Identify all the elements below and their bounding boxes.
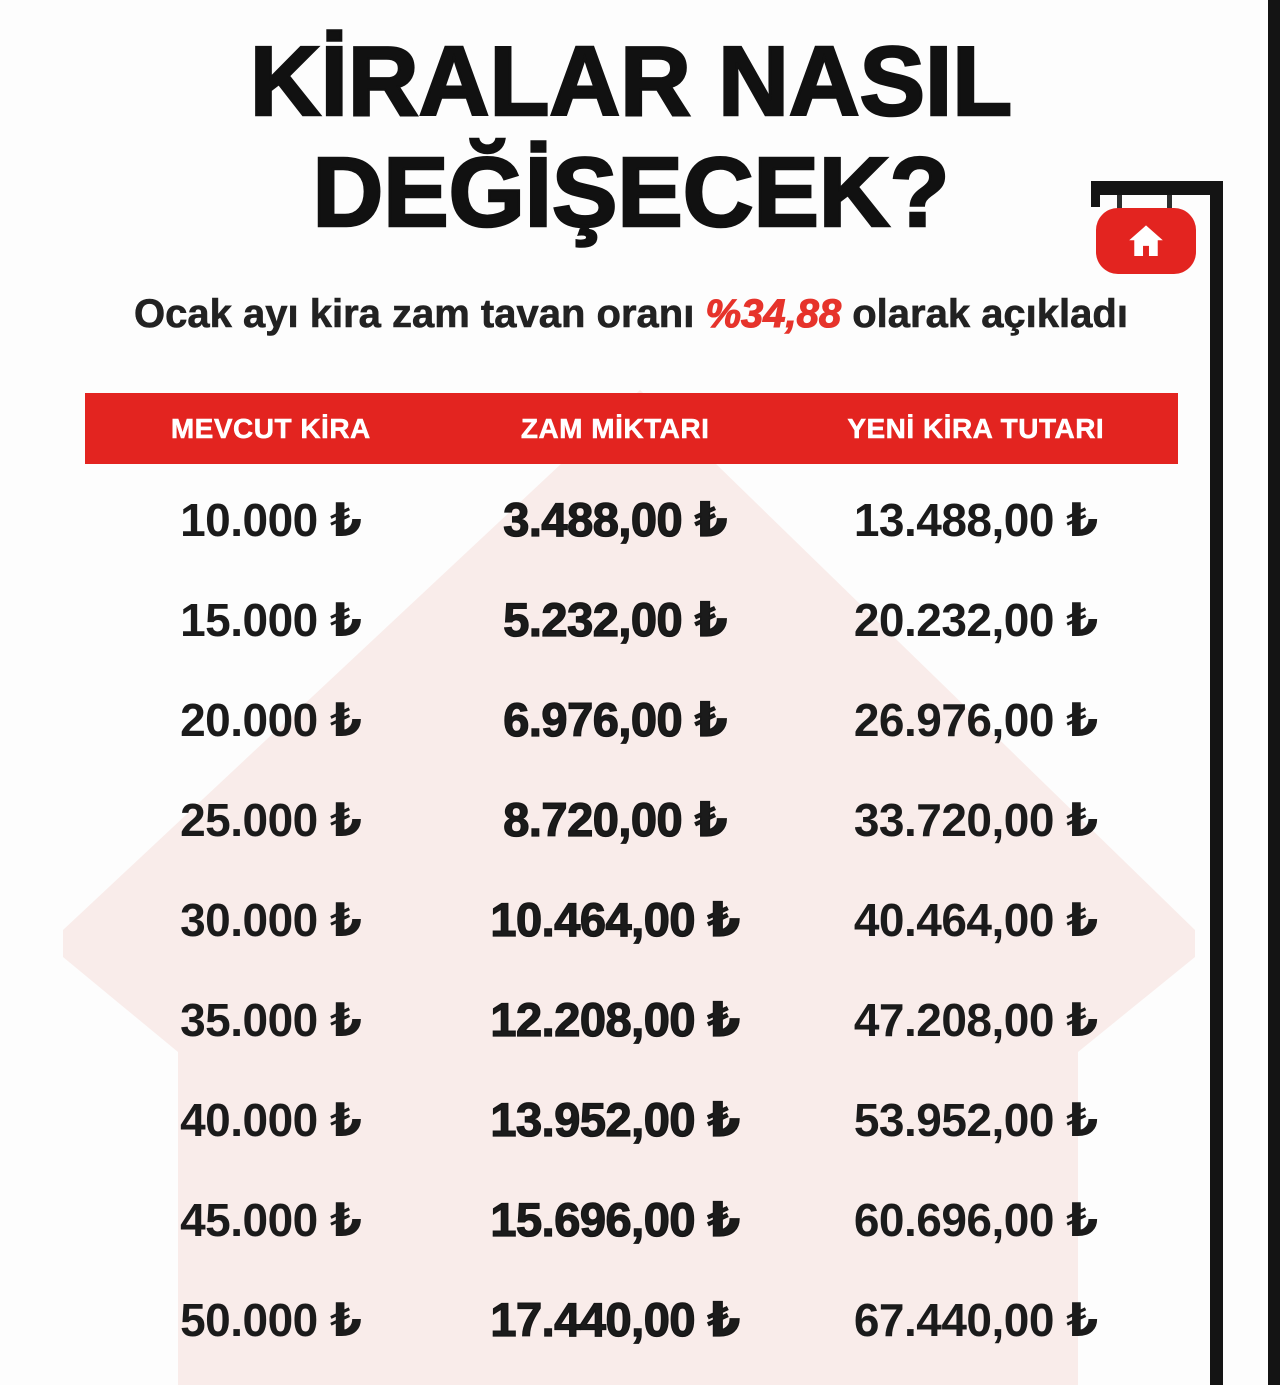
house-icon: [1125, 220, 1167, 262]
table-cell: 47.208,00 ₺: [853, 994, 1098, 1046]
table-row: [85, 1070, 1178, 1170]
col-header-mevcut-kira: MEVCUT KİRA: [170, 412, 371, 444]
table-cell: 53.952,00 ₺: [853, 1094, 1098, 1146]
table-cell: 40.464,00 ₺: [853, 894, 1098, 946]
col-header-zam-miktari: ZAM MİKTARI: [520, 412, 710, 444]
table-cell: 50.000 ₺: [180, 1294, 362, 1346]
table-cell: 25.000 ₺: [180, 794, 362, 846]
sign-post-horizontal: [1091, 181, 1223, 195]
table-cell: 20.232,00 ₺: [853, 594, 1098, 646]
table-cell: 8.720,00 ₺: [503, 793, 727, 846]
subtitle-suffix: olarak açıkladı: [841, 292, 1128, 336]
table-cell: 15.696,00 ₺: [490, 1193, 740, 1246]
home-sign-badge: [1096, 208, 1196, 274]
table-cell: 6.976,00 ₺: [503, 693, 727, 746]
right-border-line: [1268, 0, 1280, 1385]
rent-table: [85, 393, 1178, 1370]
table-cell: 3.488,00 ₺: [503, 493, 727, 546]
table-row: [85, 970, 1178, 1070]
table-cell: 13.952,00 ₺: [490, 1093, 740, 1146]
sign-post-vertical: [1210, 181, 1223, 1385]
table-cell: 40.000 ₺: [180, 1094, 362, 1146]
table-row: [85, 1170, 1178, 1270]
table-cell: 12.208,00 ₺: [490, 993, 740, 1046]
table-row: [85, 870, 1178, 970]
title-line-1: KİRALAR NASIL: [249, 26, 1013, 136]
table-body: [85, 464, 1178, 1370]
table-cell: 17.440,00 ₺: [490, 1293, 740, 1346]
page-title: [0, 26, 1262, 247]
table-row: [85, 670, 1178, 770]
table-row: [85, 570, 1178, 670]
table-row: [85, 470, 1178, 570]
sign-post-end-cap: [1091, 181, 1100, 207]
subtitle-prefix: Ocak ayı kira zam tavan oranı: [134, 292, 706, 336]
table-cell: 10.464,00 ₺: [490, 893, 740, 946]
table-cell: 67.440,00 ₺: [853, 1294, 1098, 1346]
table-cell: 10.000 ₺: [180, 494, 362, 546]
title-line-2: DEĞİŞECEK?: [312, 136, 950, 247]
table-cell: 26.976,00 ₺: [853, 694, 1098, 746]
table-cell: 45.000 ₺: [180, 1194, 362, 1246]
table-cell: 15.000 ₺: [180, 594, 362, 646]
table-cell: 5.232,00 ₺: [503, 593, 727, 646]
table-cell: 30.000 ₺: [180, 894, 362, 946]
rate-highlight: %34,88: [705, 292, 842, 336]
table-header-row: [85, 393, 1178, 464]
col-header-yeni-kira-tutari: YENİ KİRA TUTARI: [847, 412, 1105, 444]
table-cell: 35.000 ₺: [180, 994, 362, 1046]
table-cell: 33.720,00 ₺: [853, 794, 1098, 846]
subtitle: [0, 292, 1262, 337]
table-row: [85, 1270, 1178, 1370]
table-cell: 20.000 ₺: [180, 694, 362, 746]
table-row: [85, 770, 1178, 870]
table-cell: 13.488,00 ₺: [853, 494, 1098, 546]
table-cell: 60.696,00 ₺: [853, 1194, 1098, 1246]
